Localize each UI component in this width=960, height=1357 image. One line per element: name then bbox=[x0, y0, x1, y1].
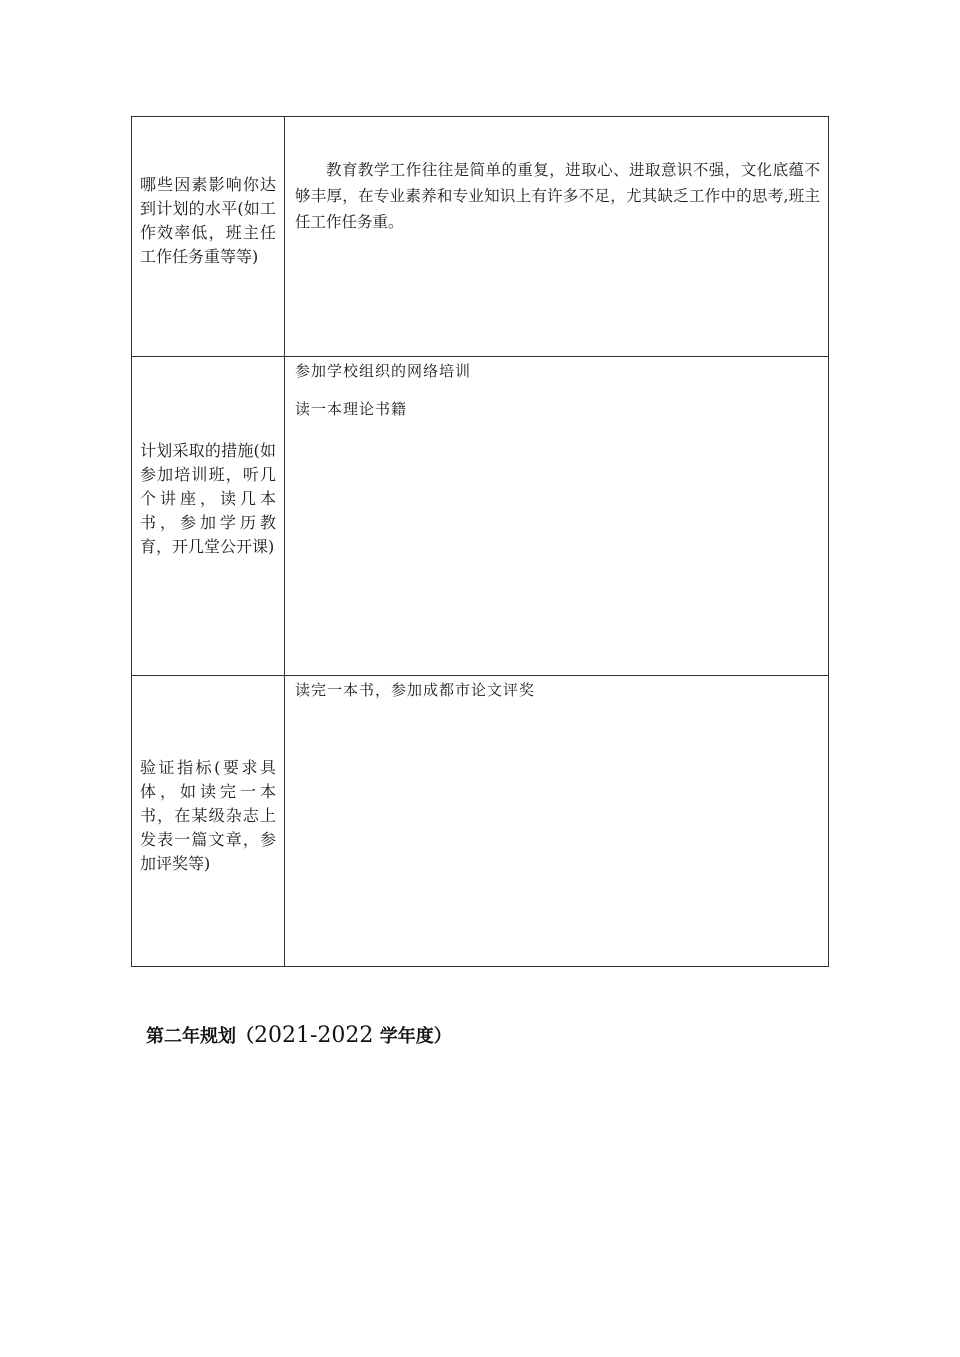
indicator-item: 读完一本书，参加成都市论文评奖 bbox=[295, 681, 536, 699]
section-heading-suffix: 学年度） bbox=[373, 1026, 452, 1047]
measures-label: 计划采取的措施(如参加培训班，听几个讲座，读几本书，参加学历教育，开几堂公开课) bbox=[140, 441, 276, 556]
measures-content-cell bbox=[285, 357, 829, 676]
factors-label-cell bbox=[132, 117, 285, 357]
factors-content: 教育教学工作往往是简单的重复，进取心、进取意识不强，文化底蕴不够丰厚，在专业素养和专业知识上有许多不足，尤其缺乏工作中的思考,班主任工作任务重。 bbox=[295, 161, 820, 231]
indicators-content-cell bbox=[285, 676, 829, 967]
measure-item: 读一本理论书籍 bbox=[295, 400, 408, 418]
section-heading-prefix: 第二年规划（ bbox=[146, 1026, 254, 1047]
table-row-measures bbox=[132, 357, 829, 676]
table-row-factors bbox=[132, 117, 829, 357]
measures-label-cell bbox=[132, 357, 285, 676]
indicators-label: 验证指标(要求具体，如读完一本书，在某级杂志上发表一篇文章，参加评奖等) bbox=[140, 758, 276, 873]
factors-content-cell bbox=[285, 117, 829, 357]
measure-item: 参加学校组织的网络培训 bbox=[295, 362, 472, 380]
table-row-indicators bbox=[132, 676, 829, 967]
factors-label: 哪些因素影响你达到计划的水平(如工作效率低，班主任工作任务重等等) bbox=[140, 175, 276, 266]
indicators-label-cell bbox=[132, 676, 285, 967]
section-heading bbox=[146, 1022, 452, 1048]
plan-table bbox=[131, 116, 829, 967]
section-heading-years: 2021-2022 bbox=[254, 1023, 374, 1048]
